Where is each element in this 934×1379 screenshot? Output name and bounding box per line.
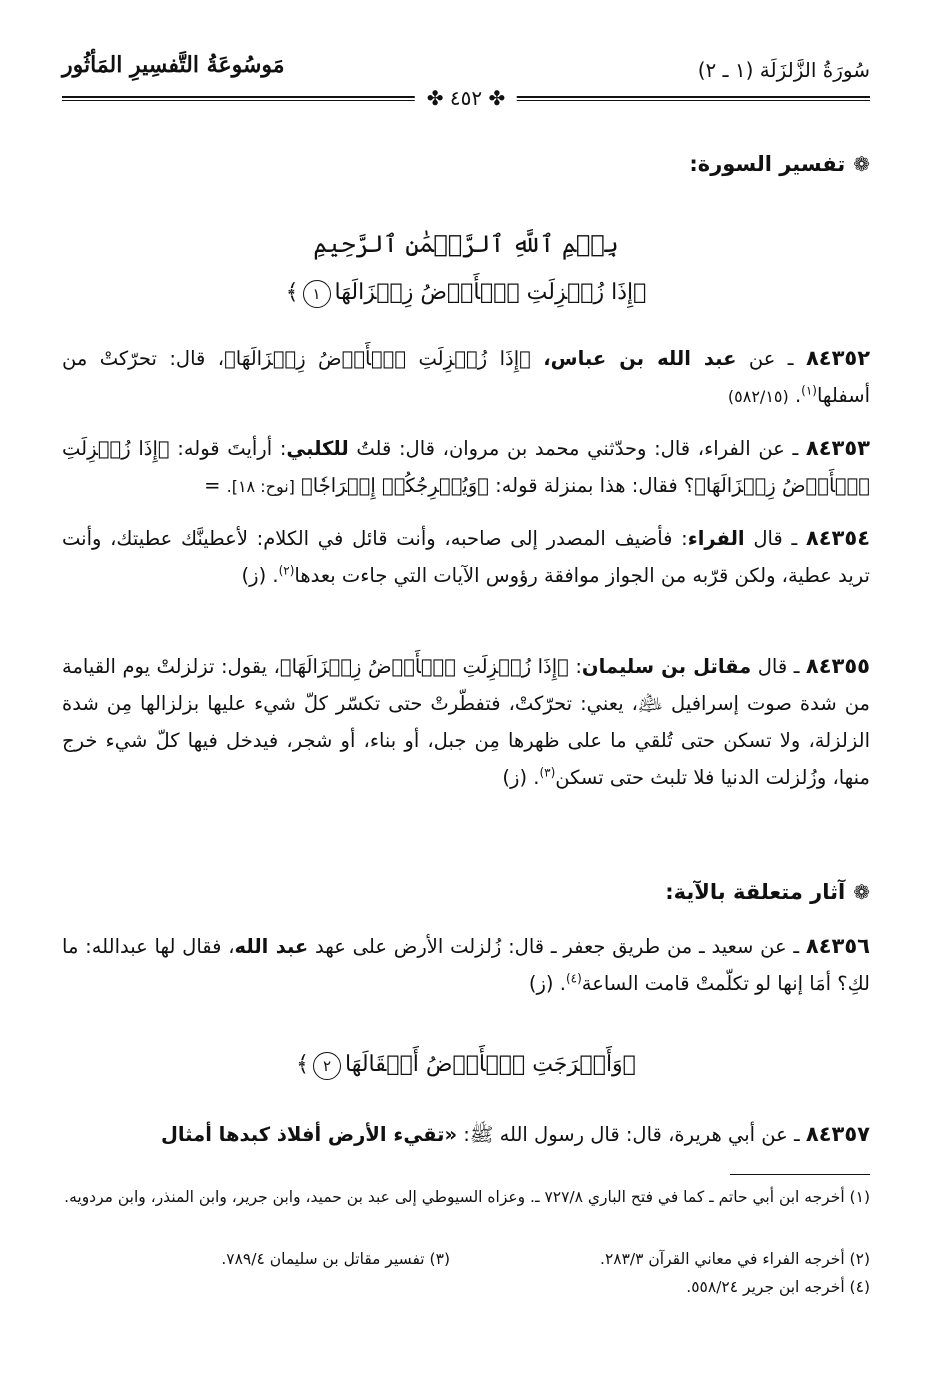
footnote-rule [730,1174,870,1175]
footnote-4: (٤) أخرجه ابن جرير ٥٥٨/٢٤. [686,1278,870,1296]
section-heading-tafsir: ❁تفسير السورة: [689,152,870,176]
ayah-number: ٢ [313,1052,341,1080]
ayah-1: ﴿إِذَا زُلۡزِلَتِ ٱلۡأَرۡضُ زِلۡزَالَهَا١﴾ [62,280,870,308]
ayah-number: ١ [303,280,331,308]
ornament-icon: ✤ [482,86,506,110]
footnote-3: (٣) تفسير مقاتل بن سليمان ٧٨٩/٤. [221,1250,450,1268]
ornament-icon: ✤ [426,86,450,110]
ayah-2: ﴿وَأَخۡرَجَتِ ٱلۡأَرۡضُ أَثۡقَالَهَا٢﴾ [62,1052,870,1080]
narration-84354: ٨٤٣٥٤ ـ قال الفراء: فأضيف المصدر إلى صاحبه، وأنت قائل في الكلام: لأعطينَّك عطيتك، وأنت تريد عطية، ولكن قرّبه من الجواز موافقة رؤوس الآيات التي جاءت بعدها$^{(٢)}$. (ز) [62,526,871,587]
flower-icon: ❁ [853,880,870,904]
basmala: بِسۡمِ ٱللَّهِ ٱلرَّحۡمَٰنِ ٱلرَّحِيمِ [313,230,619,258]
narration-84356: ٨٤٣٥٦ ـ عن سعيد ـ من طريق جعفر ـ قال: زُلزلت الأرض على عهد عبد الله، فقال لها عبدالله: ما لكِ؟ أمَا إنها لو تكلّمتْ قامت الساعة$^{(٤)}$. (ز) [62,934,870,995]
flower-icon: ❁ [853,152,870,176]
narration-84355: ٨٤٣٥٥ ـ قال مقاتل بن سليمان: ﴿إِذَا زُلۡزِلَتِ ٱلۡأَرۡضُ زِلۡزَالَهَا﴾، يقول: تزلزلتْ يوم القيامة من شدة صوت إسرافيل ﵇، يعني: تحرّكتْ، فتفطّرتْ حتى تكسّر كلّ شيء عليها بزلزالها مِن شدة الزلزلة، ولا تسكن حتى تُلقي ما على ظهرها مِن جبل، أو بناء، أو شجر، فيدخل فيها كلّ شيء خرج منها، وزُلزلت الدنيا فلا تلبث حتى تسكن$^{(٣)}$. (ز) [62,654,870,789]
footnote-1: (١) أخرجه ابن أبي حاتم ـ كما في فتح الباري ٧٢٧/٨ ـ. وعزاه السيوطي إلى عبد بن حميد، وابن جرير، وابن المنذر، وابن مردويه. [64,1188,870,1206]
narration-84357: ٨٤٣٥٧ ـ عن أبي هريرة، قال: قال رسول الله ﷺ: «تقيء الأرض أفلاذ كبدها أمثال [160,1122,870,1146]
narration-84352: ٨٤٣٥٢ ـ عن عبد الله بن عباس، ﴿إِذَا زُلۡزِلَتِ ٱلۡأَرۡضُ زِلۡزَالَهَا﴾، قال: تحرّكتْ من أسفلها$^{(١)}$. (٥٨٢/١٥) [62,346,871,407]
page [62,40,870,1340]
page-header [62,52,870,120]
surah-header: سُورَةُ الزَّلزَلَة (١ ـ ٢) [697,58,870,82]
narration-84353: ٨٤٣٥٣ ـ عن الفراء، قال: وحدّثني محمد بن مروان، قال: قلتُ للكلبي: أرأيتَ قوله: ﴿إِذَا زُلۡزِلَتِ ٱلۡأَرۡضُ زِلۡزَالَهَا﴾؟ فقال: هذا بمنزلة قوله: ﴿وَيُخۡرِجُكُمۡ إِخۡرَاجٗا﴾ [نوح: ١٨]. = [62,436,870,497]
page-number: ✤ ٤٥٢ ✤ [415,86,517,110]
footnote-2: (٢) أخرجه الفراء في معاني القرآن ٢٨٣/٣. [600,1250,870,1268]
section-heading-athar: ❁آثار متعلقة بالآية: [665,880,870,904]
book-title: مَوسُوعَةُ التَّفسِيرِ المَأثُور [62,52,285,78]
